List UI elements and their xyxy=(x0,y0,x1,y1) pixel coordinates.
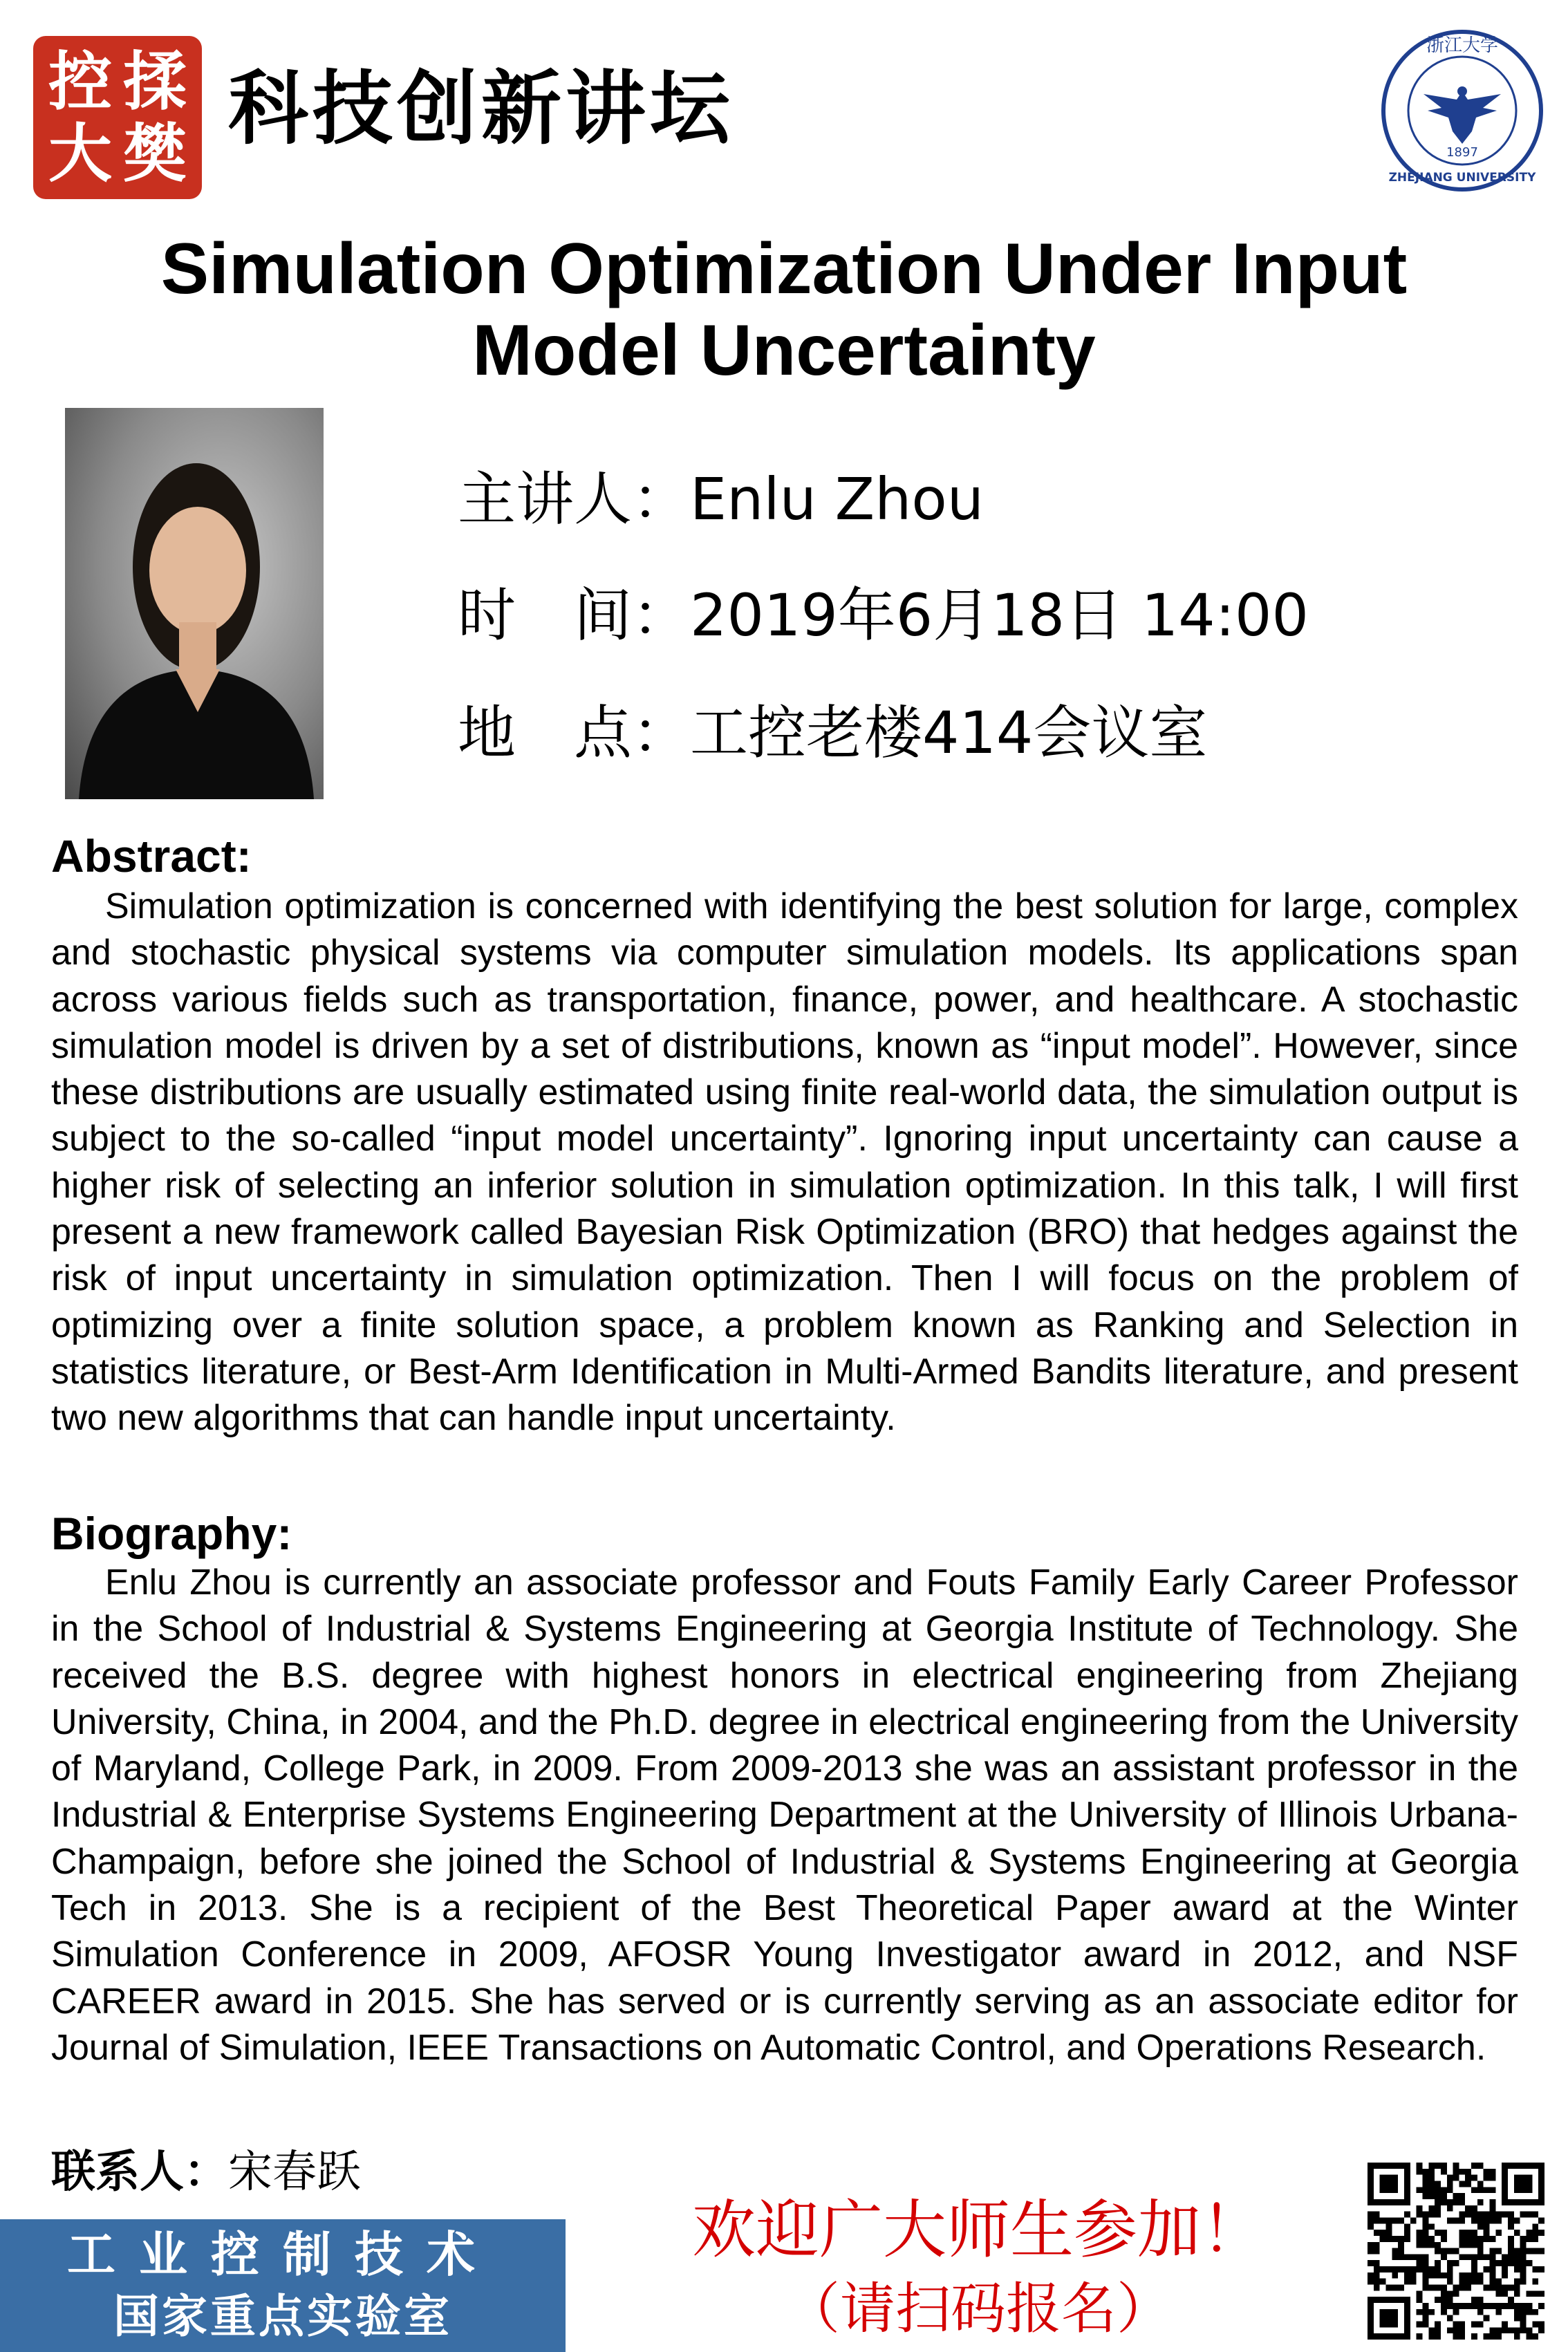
speaker-photo xyxy=(65,408,324,799)
logo-year: 1897 xyxy=(1446,145,1478,160)
seal-char: 大 xyxy=(48,116,112,191)
logo-text-cn: 浙江大学 xyxy=(1426,35,1499,56)
talk-title-line2: Model Uncertainty xyxy=(472,310,1096,391)
info-time xyxy=(458,581,1309,649)
speaker-label: 主讲人： xyxy=(458,465,691,533)
lab-seal-logo xyxy=(33,36,202,199)
registration-qr-code-icon[interactable] xyxy=(1368,2163,1544,2340)
abstract-heading: Abstract: xyxy=(51,830,252,881)
scan-to-register-note: （请扫码报名） xyxy=(785,2277,1172,2341)
logo-text-en: ZHEJIANG UNIVERSITY xyxy=(1388,171,1536,185)
person-silhouette-icon xyxy=(65,408,324,799)
time-value: 2019年6月18日 14:00 xyxy=(690,581,1309,649)
lab-name-line2: 国家重点实验室 xyxy=(113,2290,452,2343)
lab-name-line1: 工业控制技术 xyxy=(67,2226,498,2283)
abstract-text: Simulation optimization is concerned with identifying the best solution for large, complex and stochastic physical systems via computer simulation models. Its applications span across various fields such as transportation, finance, power, and healthcare. A stochastic simulation model is driven by a set of distributions, known as “input model”. However, since these distributions are usually estimated using finite real-world data, the simulation output is subject to the so-called “input model uncertainty”. Ignoring input uncertainty can cause a higher risk of selecting an inferior solution in simulation optimization. In this talk, I will first present a new framework called Bayesian Risk Optimization (BRO) that hedges against the risk of input uncertainty in simulation optimization. Then I will focus on the problem of optimizing over a finite solution space, a problem known as Ranking and Selection in statistics literature, or Best-Arm Identification in Multi-Armed Bandits literature, and present two new algorithms that can handle input uncertainty. xyxy=(51,886,1518,1439)
contact-line xyxy=(51,2147,361,2198)
seal-char: 控 xyxy=(48,44,112,119)
seal-char: 樊 xyxy=(122,116,187,191)
info-speaker xyxy=(458,465,984,533)
contact-name: 宋春跃 xyxy=(228,2147,361,2198)
welcome-message: 欢迎广大师生参加！ xyxy=(691,2193,1264,2267)
forum-name: 科技创新讲坛 xyxy=(228,62,734,156)
biography-text: Enlu Zhou is currently an associate professor and Fouts Family Early Career Professor in the School of Industrial & Systems Engineering at Georgia Institute of Technology. She received the B.S. degree with highest honors in electrical engineering from Zhejiang University, China, in 2004, and the Ph.D. degree in electrical engineering from the University of Maryland, College Park, in 2009. From 2009-2013 she was an assistant professor in the Industrial & Enterprise Systems Engineering Department at the University of Illinois Urbana-Champaign, before she joined the School of Industrial & Systems Engineering at Georgia Tech in 2013. She is a recipient of the Best Theoretical Paper award at the Winter Simulation Conference in 2009, AFOSR Young Investigator award in 2012, and NSF CAREER award in 2015. She has served or is currently serving as an associate editor for Journal of Simulation, IEEE Transactions on Automatic Control, and Operations Research. xyxy=(51,1562,1518,2068)
zhejiang-university-logo xyxy=(1379,28,1545,194)
talk-title-line1: Simulation Optimization Under Input xyxy=(160,229,1408,309)
lab-name-banner xyxy=(0,2219,566,2352)
info-venue xyxy=(458,699,1208,767)
venue-value: 工控老楼414会议室 xyxy=(690,699,1208,767)
speaker-value: Enlu Zhou xyxy=(690,465,984,533)
biography-heading: Biography: xyxy=(51,1508,292,1559)
seal-char: 揉 xyxy=(122,44,187,119)
time-label: 时 间： xyxy=(458,581,691,649)
venue-label: 地 点： xyxy=(458,699,691,767)
contact-label: 联系人： xyxy=(51,2147,228,2198)
talk-title xyxy=(69,228,1499,391)
